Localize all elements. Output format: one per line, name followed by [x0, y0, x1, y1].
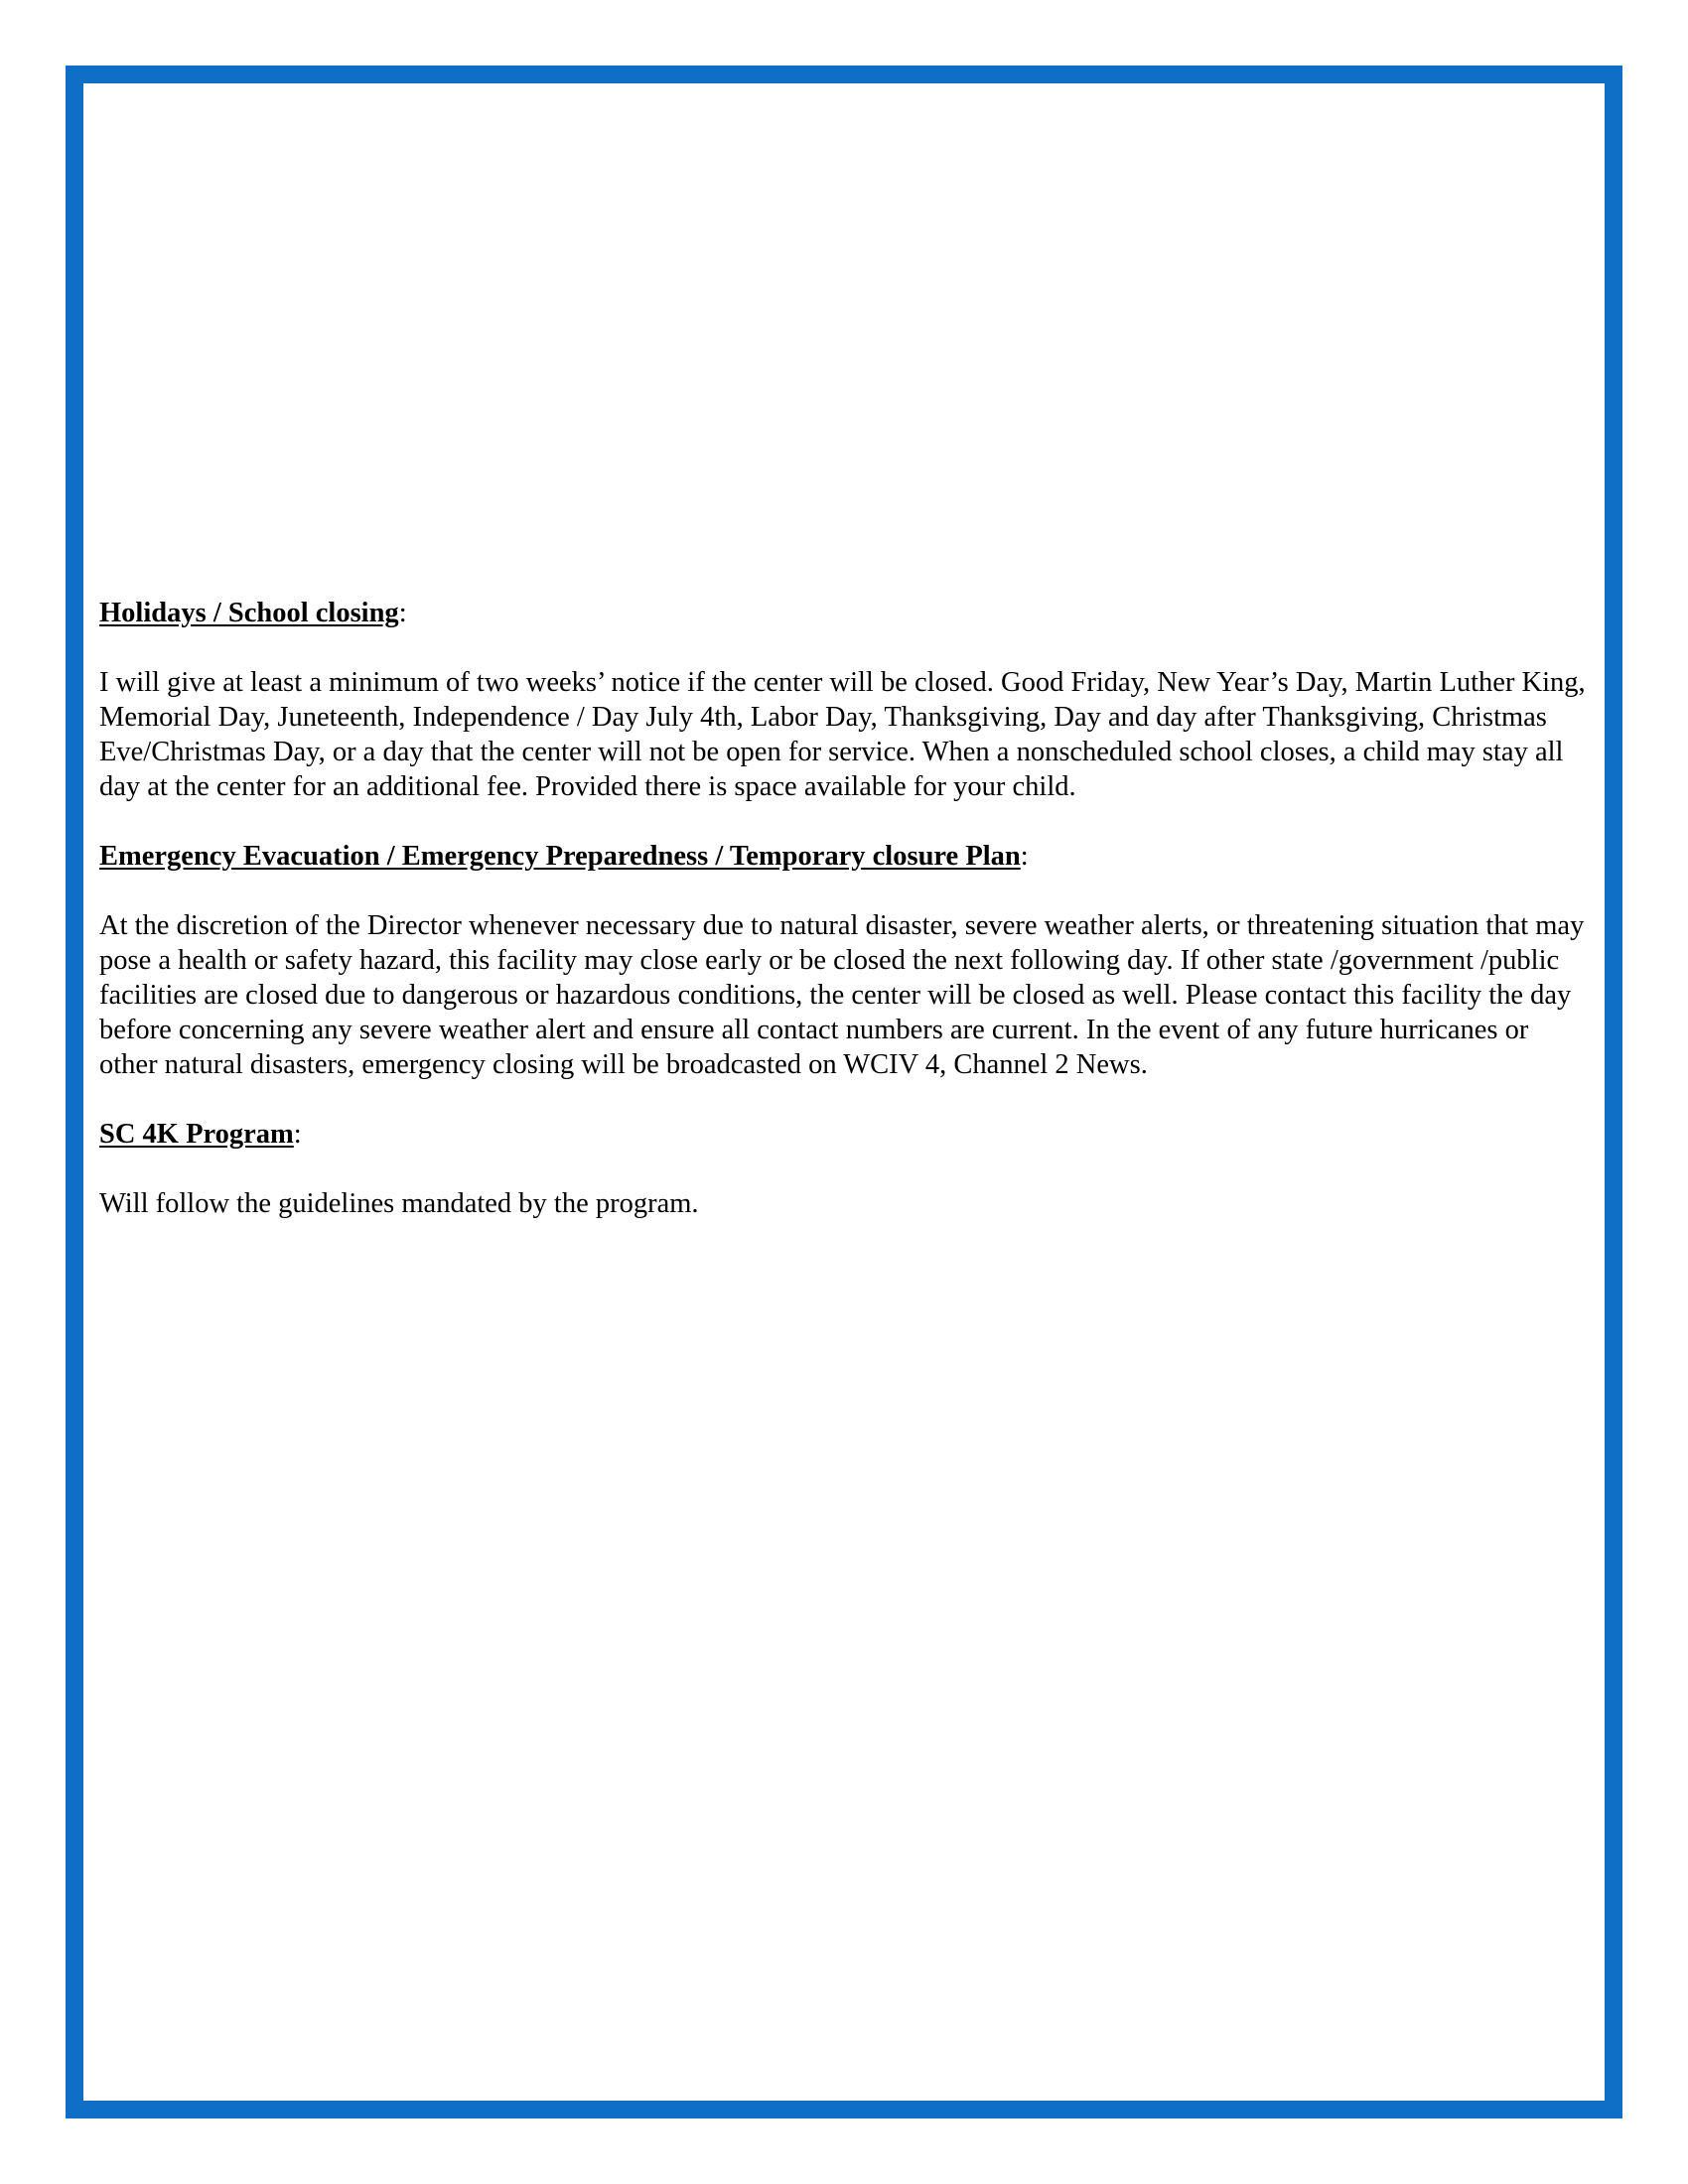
section-heading-text: Holidays / School closing [99, 598, 399, 628]
heading-colon: : [1020, 841, 1029, 872]
heading-colon: : [398, 598, 407, 628]
section-heading-text: Emergency Evacuation / Emergency Preparedness / Temporary closure Plan [99, 841, 1021, 872]
heading-colon: : [293, 1119, 302, 1150]
document-body [99, 596, 1589, 1256]
section-heading-sc4k [99, 1117, 1589, 1152]
section-body-emergency: At the discretion of the Director whenever necessary due to natural disaster, severe weather alerts, or threatening situation that may pose a health or safety hazard, this facility may close early or be closed the next following day. If other state /government /public facilities are closed due to dangerous or hazardous conditions, the center will be closed as well. Please contact this facility the day before concerning any severe weather alert and ensure all contact numbers are current. In the event of any future hurricanes or other natural disasters, emergency closing will be broadcasted on WCIV 4, Channel 2 News. [99, 910, 1585, 1080]
section-heading-holidays [99, 596, 1589, 630]
section-heading-text: SC 4K Program [99, 1119, 294, 1150]
section-body-sc4k: Will follow the guidelines mandated by the program. [99, 1188, 699, 1219]
section-heading-emergency [99, 839, 1589, 874]
section-body-holidays: I will give at least a minimum of two weeks’ notice if the center will be closed. Good Friday, New Year’s Day, Martin Luther King, Memorial Day, Juneteenth, Independence / Day July 4th, Labor Day, Thanksgiving, Day and day after Thanksgiving, Christmas Eve/Christmas Day, or a day that the center will not be open for service. When a nonscheduled school closes, a child may stay all day at the center for an additional fee. Provided there is space available for your child. [99, 667, 1586, 802]
